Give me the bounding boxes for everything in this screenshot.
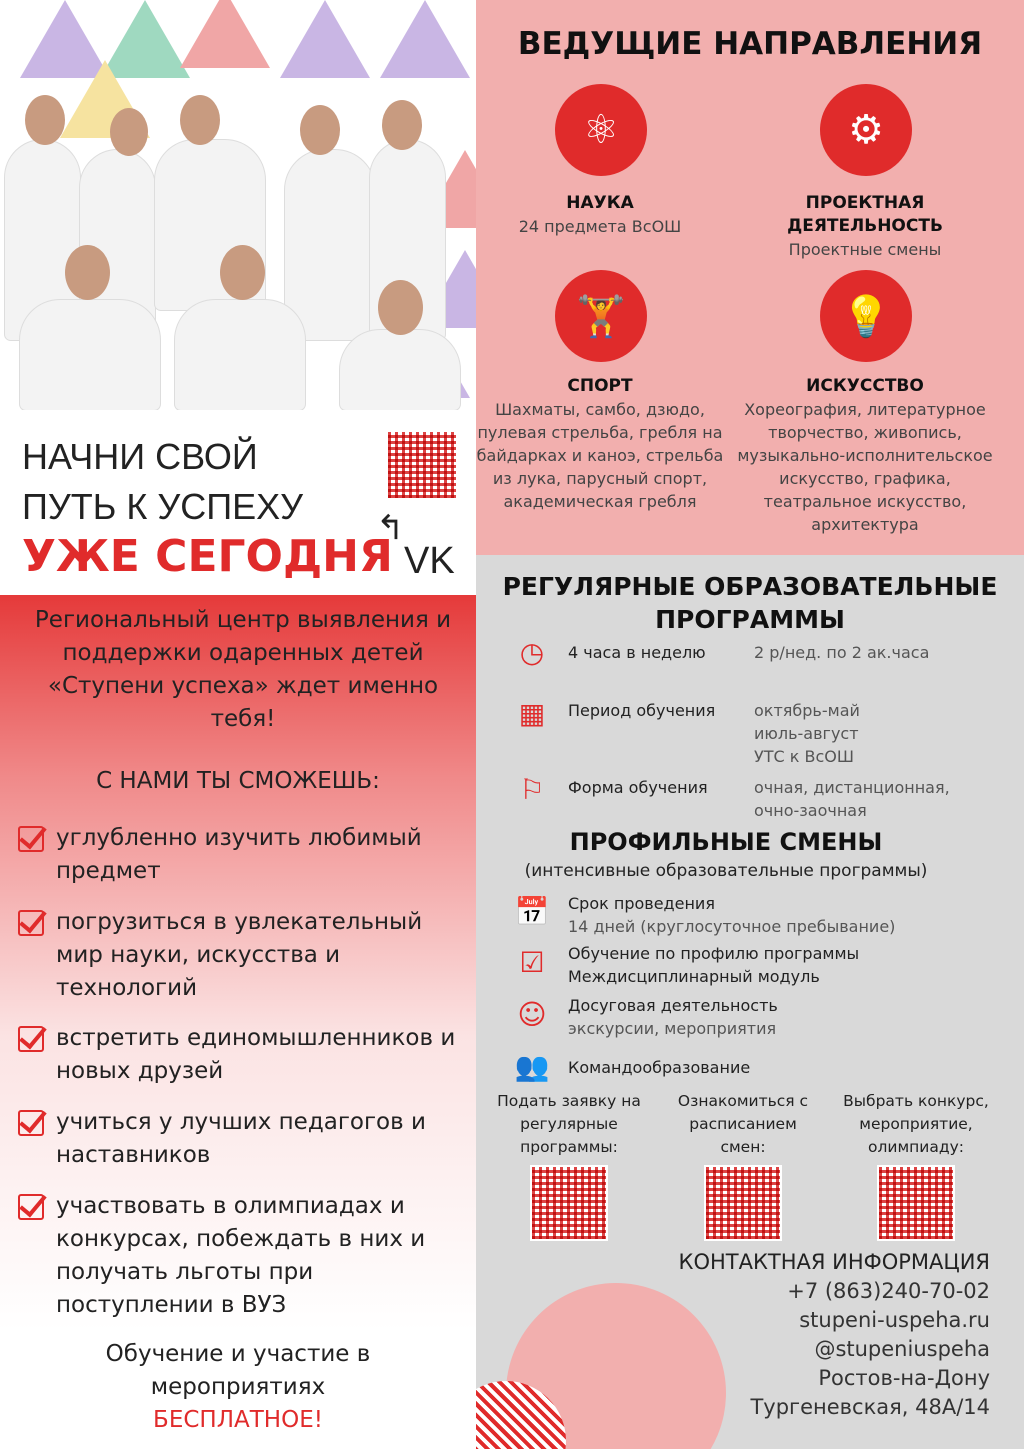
direction-text: Проектные смены [788, 240, 942, 259]
calendar-icon: ▦ [518, 697, 546, 730]
shift-value: 14 дней (круглосуточное пребывание) [568, 917, 896, 936]
qr-caption: Ознакомиться с расписанием смен: [677, 1092, 809, 1156]
group-photo [0, 0, 476, 410]
team-gear-icon: ⚙ [820, 84, 912, 176]
shift-item [568, 994, 778, 1040]
qr-code[interactable] [704, 1165, 782, 1241]
free-note-highlight: БЕСПЛАТНОЕ! [153, 1407, 323, 1433]
shift-value: экскурсии, мероприятия [568, 1019, 777, 1038]
headline-line-1: НАЧНИ СВОЙ [22, 436, 258, 477]
vk-qr-code[interactable] [386, 430, 458, 500]
regular-label: Форма обучения [568, 778, 708, 797]
contact-address: Тургеневская, 48А/14 [750, 1395, 990, 1419]
shift-value: Междисциплинарный модуль [568, 967, 820, 986]
directions-title: ВЕДУЩИЕ НАПРАВЛЕНИЯ [517, 26, 983, 62]
headline-line-2: ПУТЬ К УСПЕХУ [22, 486, 303, 527]
curved-arrow-icon: ↰ [376, 508, 405, 548]
directions-panel [476, 0, 1024, 555]
free-note [0, 1338, 476, 1437]
left-column [0, 0, 476, 1449]
benefit-text: встретить единомышленников и новых друзей [56, 1025, 456, 1084]
shift-label: Досуговая деятельность [568, 996, 778, 1015]
shift-label: Командообразование [568, 1058, 751, 1077]
shift-item [568, 892, 895, 938]
benefit-item [18, 906, 468, 1005]
contact-website[interactable]: stupeni-uspeha.ru [799, 1308, 990, 1332]
benefits-title: С НАМИ ТЫ СМОЖЕШЬ: [96, 768, 380, 794]
contact-social[interactable]: @stupeniuspeha [814, 1337, 990, 1361]
checkbox-icon [18, 1194, 44, 1220]
art-bulb-icon: 💡 [820, 270, 912, 362]
regular-value: 2 р/нед. по 2 ак.часа [754, 643, 930, 662]
contact-info [679, 1248, 990, 1422]
headline-line-3: УЖЕ СЕГОДНЯ [22, 531, 393, 582]
calendar-clock-icon: 📅 [514, 895, 550, 928]
qr-apply[interactable] [494, 1090, 644, 1241]
qr-code[interactable] [877, 1165, 955, 1241]
direction-sport [465, 375, 735, 513]
benefit-text: участвовать в олимпиадах и конкурсах, побеждать в них и получать льготы при поступлении в ВУЗ [56, 1193, 426, 1318]
benefit-item [18, 822, 468, 888]
benefit-item [18, 1190, 468, 1322]
vk-label: VK [404, 540, 455, 582]
contact-title: КОНТАКТНАЯ ИНФОРМАЦИЯ [678, 1250, 990, 1274]
team-icon: 👥 [514, 1050, 550, 1083]
direction-name: СПОРТ [567, 376, 633, 396]
shifts-subtitle: (интенсивные образовательные программы) [524, 861, 928, 881]
shift-label: Срок проведения [568, 894, 715, 913]
qr-caption: Выбрать конкурс, мероприятие, олимпиаду: [843, 1092, 989, 1156]
intro-text: Региональный центр выявления и поддержки одаренных детей «Ступени успеха» ждет именно тебя! [34, 607, 452, 732]
classroom-icon: ⚐ [519, 773, 545, 806]
shift-item [568, 942, 859, 988]
checkbox-icon [18, 910, 44, 936]
qr-code[interactable] [530, 1165, 608, 1241]
direction-name: ПРОЕКТНАЯ ДЕЯТЕЛЬНОСТЬ [787, 193, 943, 236]
atom-book-icon: ⚛ [555, 84, 647, 176]
direction-text: 24 предмета ВсОШ [518, 217, 682, 236]
benefit-text: учиться у лучших педагогов и наставников [56, 1109, 426, 1168]
regular-value: очная, дистанционная, очно-заочная [754, 778, 950, 820]
direction-art [730, 375, 1000, 536]
free-note-text: Обучение и участие в мероприятиях [105, 1341, 371, 1400]
leisure-icon: ☺ [517, 998, 547, 1031]
regular-programs-title: РЕГУЛЯРНЫЕ ОБРАЗОВАТЕЛЬНЫЕ ПРОГРАММЫ [502, 572, 998, 634]
benefit-item [18, 1022, 468, 1088]
clock-icon: ◷ [519, 636, 545, 669]
direction-name: ИСКУССТВО [806, 376, 924, 396]
checklist-icon: ☑ [519, 946, 545, 979]
direction-science [465, 192, 735, 238]
benefit-text: погрузиться в увлекательный мир науки, искусства и технологий [56, 909, 423, 1001]
contact-city: Ростов-на-Дону [818, 1366, 990, 1390]
headline [22, 432, 393, 582]
regular-label: Период обучения [568, 701, 716, 720]
qr-caption: Подать заявку на регулярные программы: [497, 1092, 641, 1156]
qr-schedule[interactable] [668, 1090, 818, 1241]
checkbox-icon [18, 1110, 44, 1136]
contact-phone[interactable]: +7 (863)240-70-02 [787, 1279, 990, 1303]
direction-text: Шахматы, самбо, дзюдо, пулевая стрельба, гребля на байдарках и каноэ, стрельба из лука, парусный спорт, академическая гребля [476, 400, 724, 511]
checkbox-icon [18, 1026, 44, 1052]
qr-contest[interactable] [836, 1090, 996, 1241]
regular-label: 4 часа в неделю [568, 643, 706, 662]
checkbox-icon [18, 826, 44, 852]
sport-equipment-icon: 🏋 [555, 270, 647, 362]
direction-text: Хореография, литературное творчество, живопись, музыкально-исполнительское искусство, графика, театральное искусство, архитектура [737, 400, 993, 534]
shift-label: Обучение по профилю программы [568, 944, 860, 963]
direction-name: НАУКА [566, 193, 634, 213]
direction-projects [730, 192, 1000, 261]
regular-value: октябрь-май июль-август УТС к ВсОШ [754, 701, 860, 766]
benefit-item [18, 1106, 468, 1172]
benefit-text: углубленно изучить любимый предмет [56, 825, 422, 884]
shifts-title: ПРОФИЛЬНЫЕ СМЕНЫ [569, 828, 883, 856]
